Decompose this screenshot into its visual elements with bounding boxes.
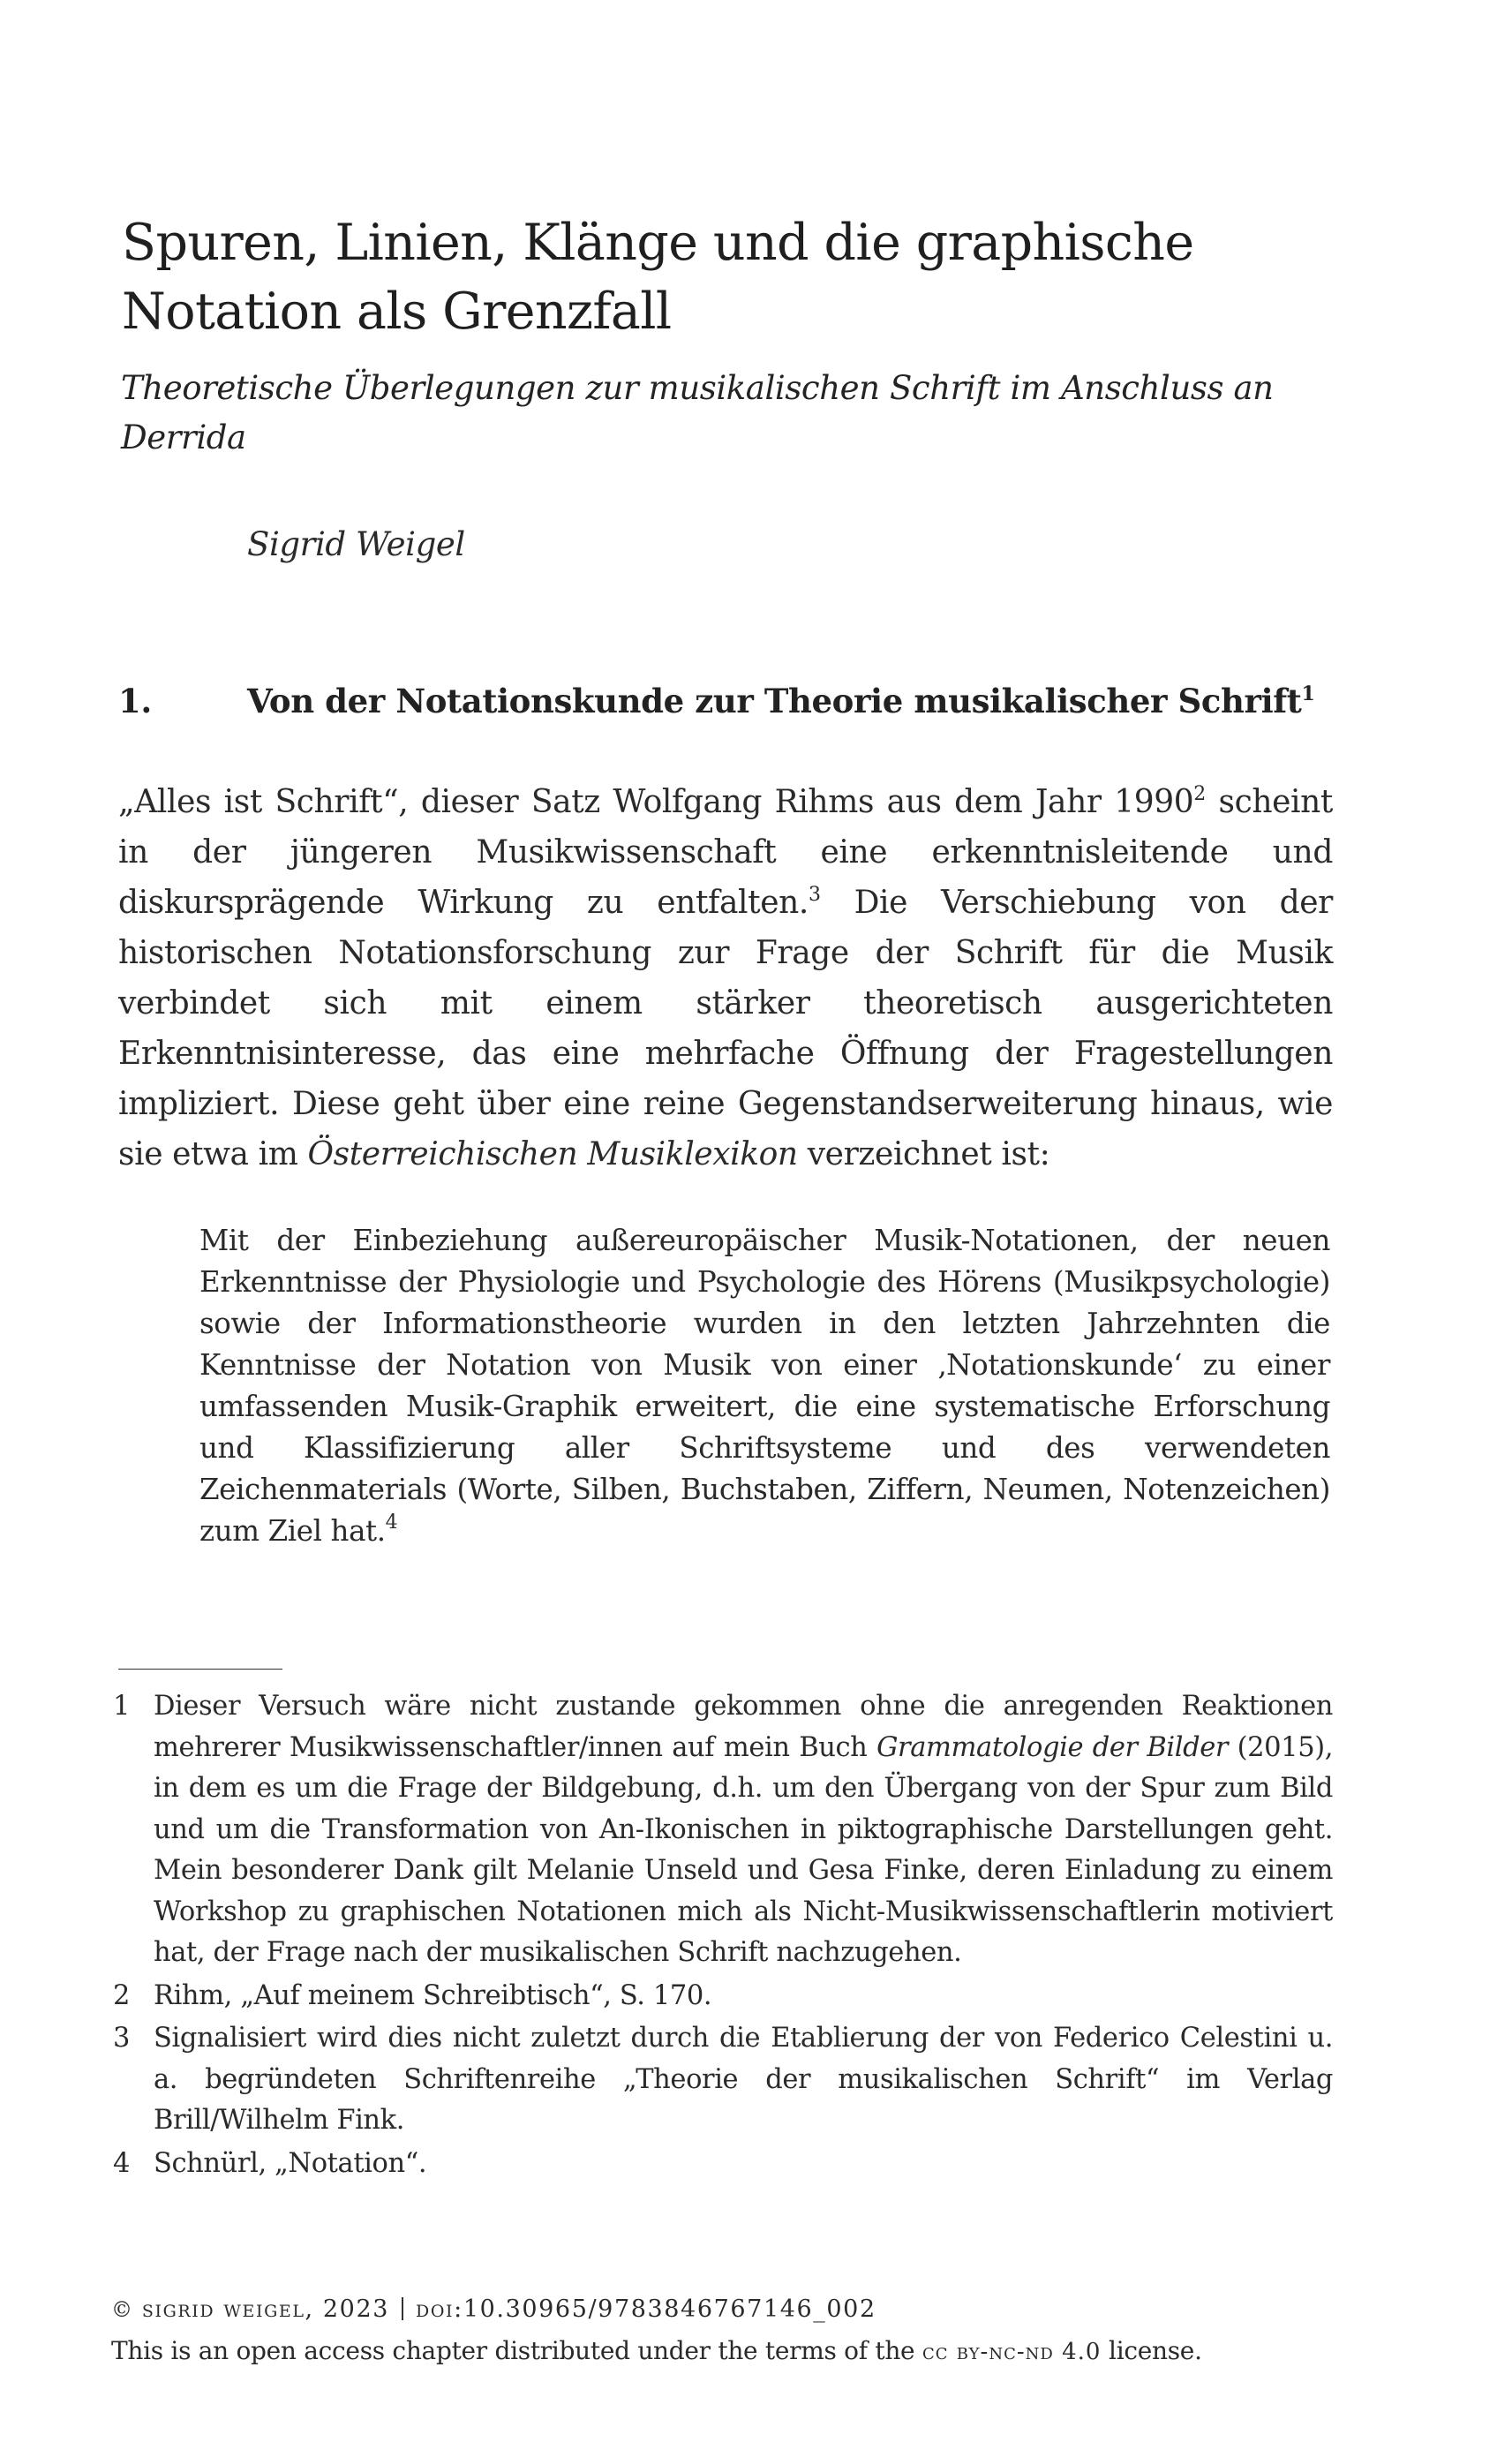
footnote-ref-2[interactable]: 2 [1193,783,1206,805]
footnote-text-part-b: (2015), in dem es um die Frage der Bildgebung, d.h. um den Übergang von der Spur zum Bild und um die Transformation von An-Ikonischen in piktographische Darstellungen geht. Mein besonderer Dank gilt Melanie Unseld und Gesa Finke, deren Einladung zu einem Workshop zu graphischen Notationen mich als Nicht-Musikwissenschaftlerin motiviert hat, der Frage nach der musikalischen Schrift nachzugehen. [154,1731,1333,1968]
copyright-symbol: © [111,2297,134,2322]
author-name: Sigrid Weigel [247,525,465,563]
footnote-number: 2 [113,1979,131,2011]
chapter-subtitle: Theoretische Überlegungen zur musikalischen Schrift im Anschluss an Derrida [121,369,1274,456]
footnote-text [154,1686,1333,1974]
block-quote [199,1220,1330,1552]
footnote-number: 1 [113,1691,131,1722]
body-text-part-4: verzeichnet ist: [797,1136,1050,1172]
lexicon-title: Österreichischen Musiklexikon [307,1136,798,1172]
section-title: Von der Notationskunde zur Theorie musikalischer Schrift [247,682,1302,720]
footnote-divider [118,1669,282,1670]
body-text-part-3: Die Verschiebung von der historischen Notationsforschung zur Frage der Schrift für die Musik verbindet sich mit einem stärker theoretisch ausgerichteten Erkenntnisinteresse, das eine mehrfache Öffnung der Fragestellungen impliziert. Diese geht über eine reine Gegenstandserweiterung hinaus, wie sie etwa im [118,885,1333,1172]
license-line [111,2336,1202,2365]
footnote-ref-1[interactable]: 1 [1301,682,1315,705]
footnote-ref-4[interactable]: 4 [385,1511,398,1534]
footnote-2 [113,1976,1333,2017]
quote-text: Mit der Einbeziehung außereuropäischer Musik-Notationen, der neuen Erkenntnisse der Physiologie und Psychologie des Hörens (Musikpsychologie) sowie der Informationstheorie wurden in den letzten Jahrzehnten die Kenntnisse der Notation von Musik von einer ‚Notationskunde‘ zu einer umfassenden Musik-Graphik erweitert, die eine systematische Erforschung und Klassifizierung aller Schriftsysteme und des verwendeten Zeichenmaterials (Worte, Silben, Buchstaben, Ziffern, Neumen, Notenzeichen) zum Ziel hat. [199,1224,1330,1548]
footnote-number: 3 [113,2023,131,2054]
footnote-text: Rihm, „Auf meinem Schreibtisch“, S. 170. [154,1979,712,2011]
book-title: Grammatologie der Bilder [876,1731,1229,1763]
body-paragraph [118,777,1333,1180]
license-text-after: license. [1101,2336,1202,2365]
footnote-1 [113,1686,1333,1974]
footnote-number: 4 [113,2147,131,2179]
footnote-4 [113,2144,1333,2185]
footnote-text-part-a: Dieser Versuch wäre nicht zustande gekommen ohne die anregenden Reaktionen mehrerer Musikwissenschaftler/innen auf mein Buch [154,1691,1333,1763]
license-text-before: This is an open access chapter distributed under the terms of the [111,2336,922,2365]
footnotes-list [113,1686,1333,2186]
license-name[interactable]: cc by-nc-nd 4.0 [921,2339,1102,2365]
doi-link[interactable]: doi:10.30965/9783846767146_002 [416,2295,876,2323]
chapter-title: Spuren, Linien, Klänge und die graphische Notation als Grenzfall [122,214,1194,341]
separator [402,2297,403,2320]
footnote-3 [113,2018,1333,2142]
section-heading [118,682,1389,720]
copyright-holder: sigrid weigel, 2023 [141,2295,390,2323]
footnote-ref-3[interactable]: 3 [808,884,821,906]
body-text-part-2: scheint in der jüngeren Musikwissenschaft eine erkenntnisleitende und diskursprägende Wirkung zu entfalten. [118,784,1333,921]
body-text-part-1: „Alles ist Schrift“, dieser Satz Wolfgang Rihms aus dem Jahr 1990 [118,784,1194,820]
footnote-text: Signalisiert wird dies nicht zuletzt durch die Etablierung der von Federico Celestini u. a. begründeten Schriftenreihe „Theorie der musikalischen Schrift“ im Verlag Brill/Wilhelm Fink. [154,2023,1333,2136]
copyright-line [111,2295,876,2323]
footnote-text: Schnürl, „Notation“. [154,2147,427,2179]
section-number: 1. [118,682,152,720]
